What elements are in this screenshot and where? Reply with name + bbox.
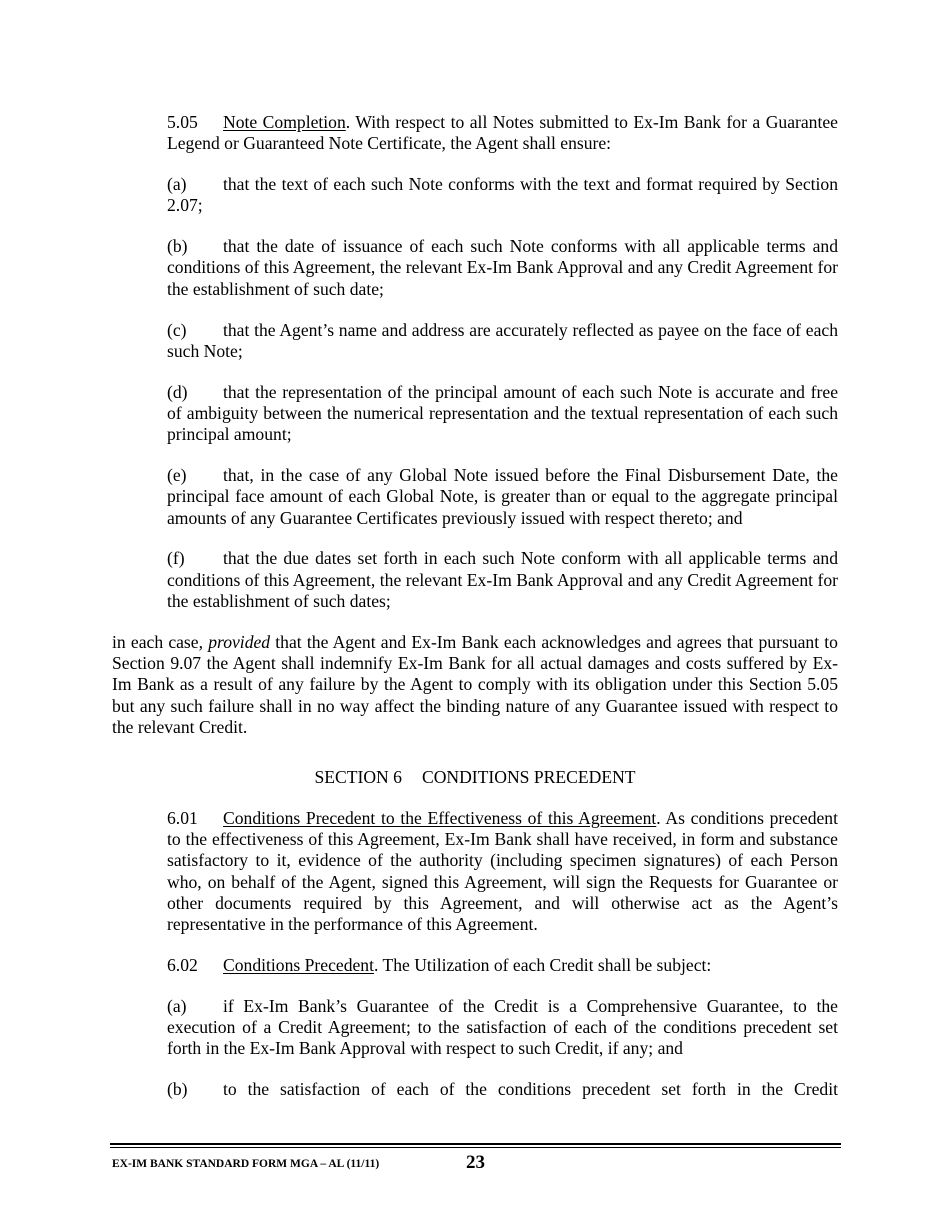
clause-label: (b) [167, 1079, 188, 1100]
clause-label: (e) [167, 465, 187, 486]
proviso-rest: that the Agent and Ex-Im Bank each acknowledges and agrees that pursuant to Section 9.07 the Agent shall indemnify Ex-Im Bank for all actual damages and costs suffered by Ex-Im Bank as a result of any failure by the Agent to comply with its obligation under this Section 5.05 but any such failure shall in no way affect the binding nature of any Guarantee issued with respect to the relevant Credit. [112, 631, 838, 738]
section-title: Note Completion [223, 112, 346, 132]
clause-f [112, 548, 838, 612]
clause-e [112, 465, 838, 529]
clause-a [112, 174, 838, 217]
clause-label: (f) [167, 548, 185, 569]
section-number: 5.05 [167, 112, 198, 132]
section-heading-title: CONDITIONS PRECEDENT [421, 767, 636, 788]
proviso-comma: , [198, 631, 203, 652]
clause-text: that the date of issuance of each such Note conforms with all applicable terms and conditions of this Agreement, the relevant Ex-Im Bank Approval and any Credit Agreement for the establishment of such date; [167, 236, 838, 299]
section-text: . As conditions precedent to the effectiveness of this Agreement, Ex-Im Bank shall have received, in form and substance satisfactory to it, evidence of the authority (including specimen signatures) of each Person who, on behalf of the Agent, signed this Agreement, will sign the Requests for Guarantee or other documents required by this Agreement, and will otherwise act as the Agent’s representative in the performance of this Agreement. [167, 807, 838, 935]
clause-b [112, 236, 838, 300]
section-number: 6.02 [167, 954, 198, 975]
clause-text: that the Agent’s name and address are accurately reflected as payee on the face of each such Note; [167, 319, 838, 361]
footer-rule [110, 1143, 841, 1145]
clause-text: that the text of each such Note conforms with the text and format required by Section 2.07; [167, 174, 838, 216]
clause-6-02-a [112, 996, 838, 1060]
section-5-05-intro [112, 112, 838, 155]
footer-rule-thin [110, 1147, 841, 1148]
clause-label: (a) [167, 174, 187, 195]
section-title: Conditions Precedent [223, 954, 374, 975]
clause-text: if Ex-Im Bank’s Guarantee of the Credit is a Comprehensive Guarantee, to the execution of a Credit Agreement; to the satisfaction of each of the conditions precedent set forth in the Ex-Im Bank Approval with respect to such Credit, if any; and [167, 995, 838, 1059]
section-6-heading [112, 767, 838, 788]
proviso-italic: provided [208, 631, 271, 652]
clause-c [112, 320, 838, 363]
clause-text: that, in the case of any Global Note issued before the Final Disbursement Date, the principal face amount of each Global Note, is greater than or equal to the aggregate principal amounts of any Guarantee Certificates previously issued with respect thereto; and [167, 465, 838, 528]
clause-label: (b) [167, 236, 188, 257]
clause-6-02-b [112, 1079, 838, 1100]
section-text: . The Utilization of each Credit shall be subject: [374, 954, 712, 975]
proviso-paragraph [112, 632, 838, 738]
page-body [112, 112, 838, 1100]
clause-label: (c) [167, 319, 187, 340]
section-title: Conditions Precedent to the Effectiveness of this Agreement [223, 807, 657, 828]
section-6-02 [112, 955, 838, 976]
proviso-start: in each case [112, 631, 199, 652]
clause-text: to the satisfaction of each of the conditions precedent set forth in the Credit [223, 1079, 838, 1100]
clause-d [112, 382, 838, 446]
page-number: 23 [466, 1152, 485, 1173]
footer-form-label: EX-IM BANK STANDARD FORM MGA – AL (11/11) [112, 1158, 380, 1170]
clause-text: that the representation of the principal amount of each such Note is accurate and free of ambiguity between the numerical representation and the textual representation of each such principal amount; [167, 381, 838, 445]
section-6-01 [112, 808, 838, 936]
clause-label: (a) [167, 995, 187, 1016]
clause-label: (d) [167, 381, 188, 402]
section-number: 6.01 [167, 807, 198, 828]
section-text: . With respect to all Notes submitted to Ex-Im Bank for a Guarantee Legend or Guaranteed Note Certificate, the Agent shall ensure: [167, 112, 838, 154]
clause-text: that the due dates set forth in each such Note conform with all applicable terms and conditions of this Agreement, the relevant Ex-Im Bank Approval and any Credit Agreement for the establishment of such dates; [167, 548, 838, 612]
section-heading-number: SECTION 6 [314, 767, 402, 788]
